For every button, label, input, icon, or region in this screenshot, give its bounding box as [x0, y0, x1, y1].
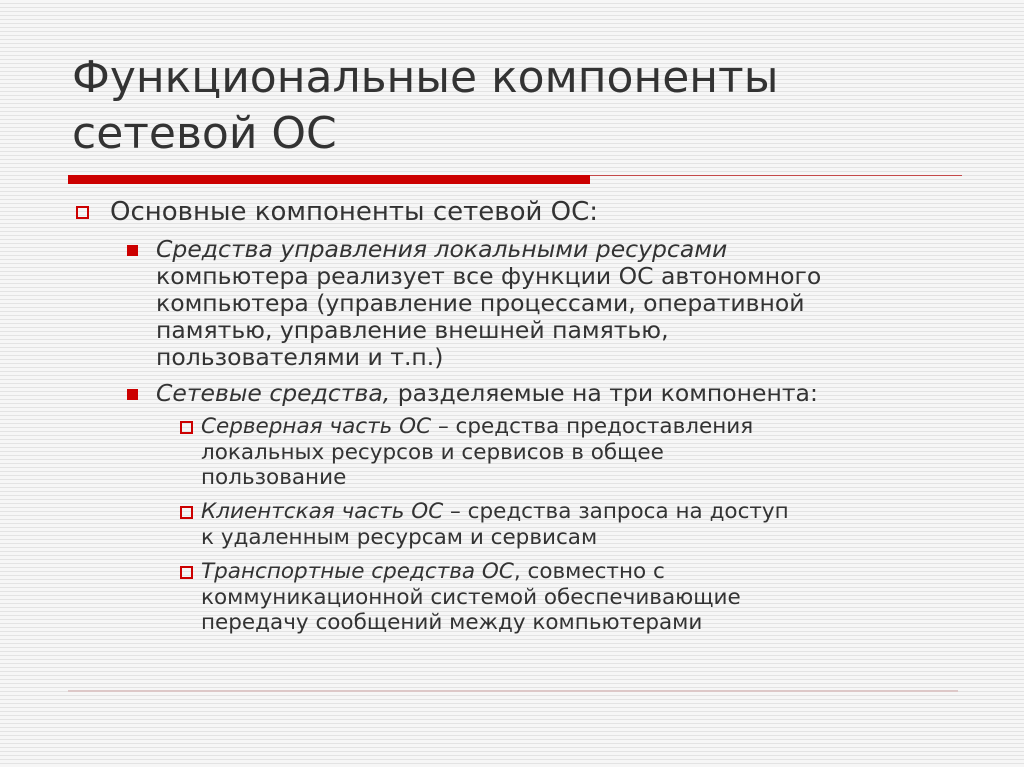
sub3-rest-text: , совместно с [513, 559, 665, 584]
sub1-line-2: пользование [201, 465, 347, 490]
sub3-line-1: коммуникационной системой обеспечивающие [201, 585, 741, 610]
item1-line-4: пользователями и т.п.) [156, 343, 444, 371]
hollow-square-bullet-icon [180, 421, 193, 434]
item1-italic-text: Средства управления локальными ресурсами [156, 235, 728, 263]
sub2-rest-text: – средства запроса на доступ [443, 499, 789, 524]
sub2-italic-text: Клиентская часть ОС [201, 499, 444, 524]
slide-title [72, 50, 972, 162]
sub1-rest-text: – средства предоставления [431, 414, 754, 439]
item1-line-3: памятью, управление внешней памятью, [156, 316, 669, 344]
hollow-square-bullet-icon [76, 206, 89, 219]
sub2-text [201, 499, 789, 524]
title-accent-bar [68, 175, 590, 184]
sub3-text [201, 559, 665, 584]
sub3-line-2: передачу сообщений между компьютерами [201, 610, 703, 635]
sub2-line-1: к удаленным ресурсам и сервисам [201, 525, 598, 550]
item2-rest-text: разделяемые на три компонента: [390, 379, 818, 407]
hollow-square-bullet-icon [180, 566, 193, 579]
bottom-divider-line [68, 690, 958, 692]
sub1-line-1: локальных ресурсов и сервисов в общее [201, 440, 664, 465]
filled-square-bullet-icon [127, 389, 138, 400]
hollow-square-bullet-icon [180, 506, 193, 519]
item1-line-1: компьютера реализует все функции ОС автономного [156, 262, 822, 290]
filled-square-bullet-icon [127, 245, 138, 256]
item1-line-2: компьютера (управление процессами, оперативной [156, 289, 805, 317]
item2-text [156, 380, 818, 407]
sub1-text [201, 414, 753, 439]
bullet-level1-text: Основные компоненты сетевой ОС: [110, 197, 599, 227]
item2-italic-text: Сетевые средства, [156, 379, 391, 407]
sub1-italic-text: Серверная часть ОС [201, 414, 432, 439]
title-divider-line [590, 175, 962, 176]
sub3-italic-text: Транспортные средства ОС [201, 559, 514, 584]
slide-title-line-2: сетевой ОС [72, 108, 337, 159]
slide-title-line-1: Функциональные компоненты [72, 52, 779, 103]
